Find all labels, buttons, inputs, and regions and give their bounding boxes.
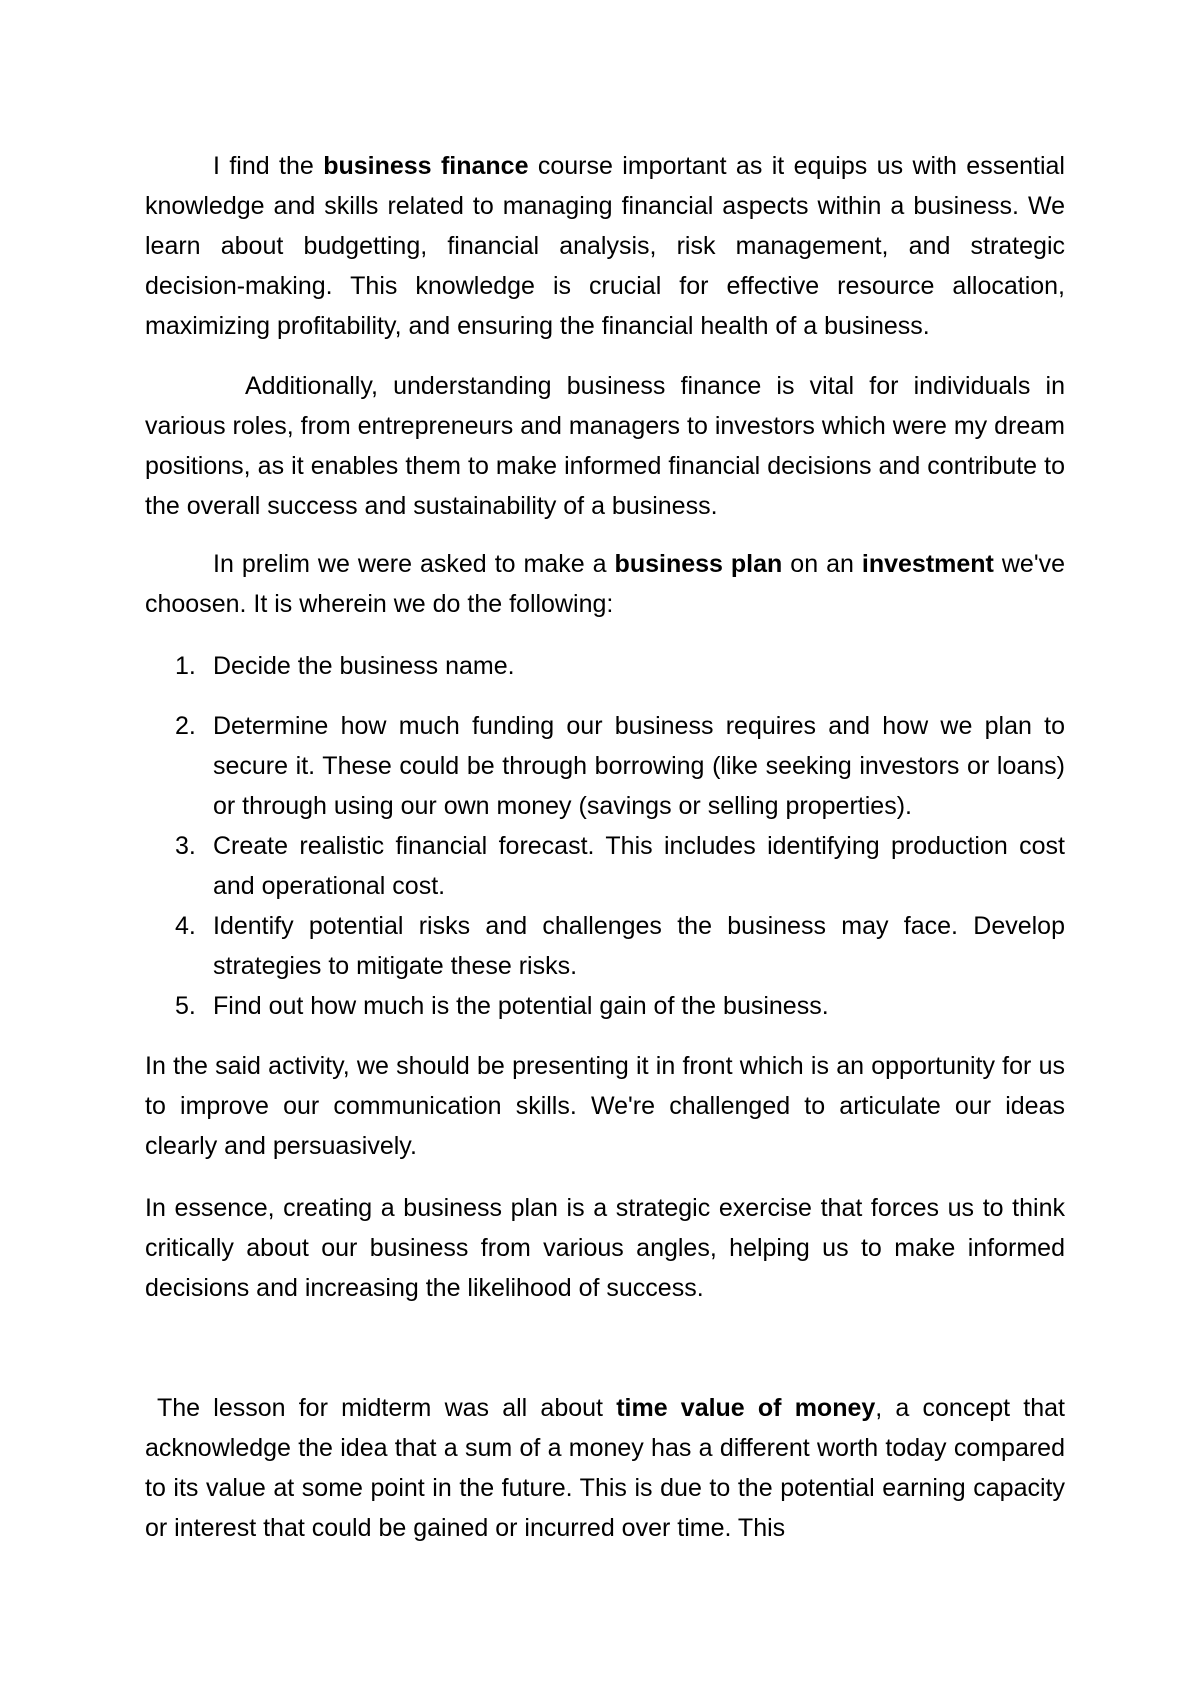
list-item-number: 4.: [175, 912, 196, 940]
paragraph-midterm: [145, 1388, 1065, 1548]
list-item-number: 1.: [175, 652, 196, 680]
paragraph-prelim-pre: In prelim we were asked to make a: [213, 550, 615, 578]
paragraph-essence: In essence, creating a business plan is a strategic exercise that forces us to think critically about our business from various angles, helping us to make informed decisions and increasing the likelihood of success.: [145, 1194, 1065, 1302]
list-item: [145, 906, 1065, 986]
list-item-number: 5.: [175, 992, 196, 1020]
paragraph-prelim: [145, 544, 1065, 624]
paragraph-intro-bold: business finance: [323, 152, 529, 180]
paragraph-intro-post: course important as it equips us with essential knowledge and skills related to managing financial aspects within a business. We learn about budgetting, financial analysis, risk management, and strategic decision-making. This knowledge is crucial for effective resource allocation, maximizing profitability, and ensuring the financial health of a business.: [145, 152, 1065, 340]
list-item-text: Identify potential risks and challenges the business may face. Develop strategies to mitigate these risks.: [213, 912, 1065, 980]
list-item: [145, 986, 1065, 1026]
paragraph-intro-pre: I find the: [213, 152, 324, 180]
list-item-text: Determine how much funding our business requires and how we plan to secure it. These could be through borrowing (like seeking investors or loans) or through using our own money (savings or selling properties).: [213, 712, 1065, 820]
list-item: [145, 706, 1065, 826]
paragraph-prelim-bold-business-plan: business plan: [614, 550, 783, 578]
list-item-number: 2.: [175, 712, 196, 740]
list-item: [145, 646, 1065, 686]
list-item: [145, 826, 1065, 906]
paragraph-intro: [145, 146, 1065, 346]
list-item-text: Decide the business name.: [213, 652, 515, 680]
list-item-text: Create realistic financial forecast. This includes identifying production cost and operational cost.: [213, 832, 1065, 900]
paragraph-additionally: Additionally, understanding business finance is vital for individuals in various roles, from entrepreneurs and managers to investors which were my dream positions, as it enables them to make informed financial decisions and contribute to the overall success and sustainability of a business.: [145, 372, 1065, 520]
list-item-text: Find out how much is the potential gain of the business.: [213, 992, 829, 1020]
list-item-number: 3.: [175, 832, 196, 860]
paragraph-activity: In the said activity, we should be presenting it in front which is an opportunity for us to improve our communication skills. We're challenged to articulate our ideas clearly and persuasively.: [145, 1052, 1065, 1160]
paragraph-prelim-post: we've choosen. It is wherein we do the following:: [145, 550, 1065, 618]
paragraph-midterm-bold: time value of money: [616, 1394, 876, 1422]
paragraph-prelim-bold-investment: investment: [861, 550, 994, 578]
paragraph-prelim-mid: on an: [782, 550, 862, 578]
paragraph-midterm-post: , a concept that acknowledge the idea that a sum of a money has a different worth today compared to its value at some point in the future. This is due to the potential earning capacity or interest that could be gained or incurred over time. This: [145, 1394, 1065, 1542]
paragraph-midterm-pre: The lesson for midterm was all about: [157, 1394, 617, 1422]
